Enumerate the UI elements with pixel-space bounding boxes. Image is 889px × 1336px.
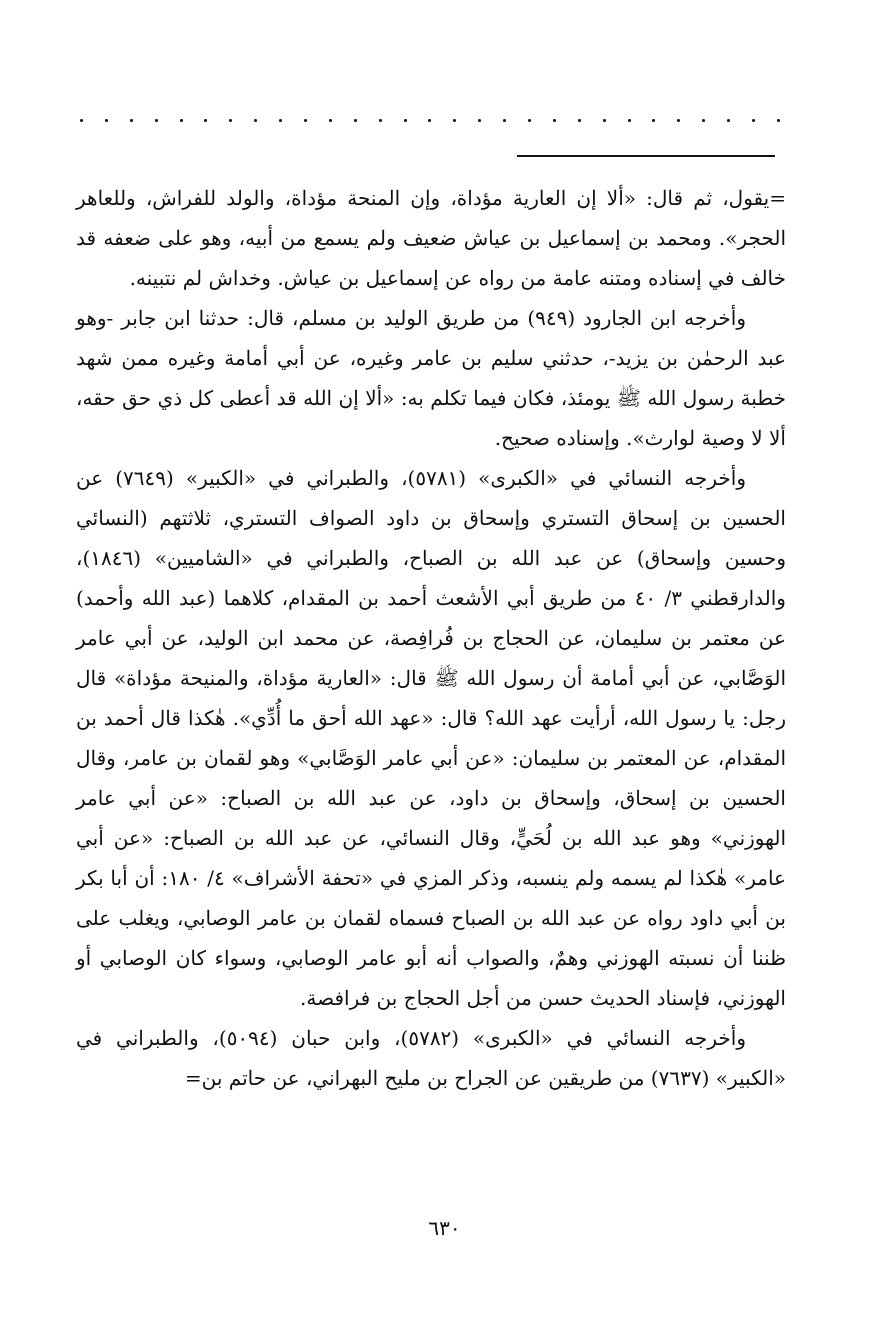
separator-dot <box>180 119 183 122</box>
separator-dot <box>105 119 108 122</box>
separator-dot <box>727 119 730 122</box>
separator-dot <box>628 119 631 122</box>
separator-dot <box>329 119 332 122</box>
separator-dot <box>254 119 257 122</box>
separator-dot <box>553 119 556 122</box>
dotted-separator <box>80 110 780 130</box>
paragraph-1: =يقول، ثم قال: «ألا إن العارية مؤداة، وإن المنحة مؤداة، والولد للفراش، وللعاهر الحجر». ومحمد بن إسماعيل بن عياش ضعيف ولم يسمع من أبيه، وهو على ضعفه قد خالف في إسناده ومتنه عامة من رواه عن إسماعيل بن عياش. وخداش لم نتبينه. <box>76 186 786 290</box>
separator-dot <box>155 119 158 122</box>
paragraph-2: وأخرجه ابن الجارود (٩٤٩) من طريق الوليد بن مسلم، قال: حدثنا ابن جابر -وهو عبد الرحمٰن بن يزيد-، حدثني سليم بن عامر وغيره، عن أبي أمامة وغيره ممن شهد خطبة رسول الله ﷺ يومئذ، فكان فيما تكلم به: «ألا إن الله قد أعطى كل ذي حق حقه، ألا لا وصية لوارث». وإسناده صحيح. <box>76 306 786 450</box>
separator-dot <box>528 119 531 122</box>
separator-dot <box>478 119 481 122</box>
separator-dot <box>702 119 705 122</box>
separator-dot <box>652 119 655 122</box>
separator-dot <box>304 119 307 122</box>
footnote-rule <box>517 155 775 157</box>
paragraph-3: وأخرجه النسائي في «الكبرى» (٥٧٨١)، والطبراني في «الكبير» (٧٦٤٩) عن الحسين بن إسحاق التستري وإسحاق بن داود الصواف التستري، ثلاثتهم (النسائي وحسين وإسحاق) عن عبد الله بن الصباح، والطبراني في «الشاميين» (١٨٤٦)، والدارقطني ٣/ ٤٠ من طريق أبي الأشعث أحمد بن المقدام، كلاهما (عبد الله وأحمد) عن معتمر بن سليمان، عن الحجاج بن فُرافِصة، عن محمد ابن الوليد، عن أبي عامر الوَصَّابي، عن أبي أمامة أن رسول الله ﷺ قال: «العارية مؤداة، والمنيحة مؤداة» قال رجل: يا رسول الله، أرأيت عهد الله؟ قال: «عهد الله أحق ما أُدِّي». هٰكذا قال أحمد بن المقدام، عن المعتمر بن سليمان: «عن أبي عامر الوَصَّابي» وهو لقمان بن عامر، وقال الحسين بن إسحاق، وإسحاق بن داود، عن عبد الله بن الصباح: «عن أبي عامر الهوزني» وهو عبد الله بن لُحَيٍّ، وقال النسائي، عن عبد الله بن الصباح: «عن أبي عامر» هٰكذا لم يسمه ولم ينسبه، وذكر المزي في «تحفة الأشراف» ٤/ ١٨٠: أن أبا بكر بن أبي داود رواه عن عبد الله بن الصباح فسماه لقمان بن عامر الوصابي، ويغلب على ظننا أن نسبته الهوزني وهمٌ، والصواب أنه أبو عامر الوصابي، وسواء كان الوصابي أو الهوزني، فإسناد الحديث حسن من أجل الحجاج بن فرافصة. <box>76 466 786 1010</box>
separator-dot <box>752 119 755 122</box>
separator-dot <box>130 119 133 122</box>
separator-dot <box>777 119 780 122</box>
separator-dot <box>404 119 407 122</box>
separator-dot <box>279 119 282 122</box>
separator-dot <box>453 119 456 122</box>
separator-dot <box>379 119 382 122</box>
paragraph-4: وأخرجه النسائي في «الكبرى» (٥٧٨٢)، وابن حبان (٥٠٩٤)، والطبراني في «الكبير» (٧٦٣٧) من طريقين عن الجراح بن مليح البهراني، عن حاتم بن= <box>76 1026 786 1090</box>
separator-dot <box>578 119 581 122</box>
separator-dot <box>204 119 207 122</box>
separator-dot <box>354 119 357 122</box>
separator-dot <box>603 119 606 122</box>
separator-dot <box>677 119 680 122</box>
page-number: ٦٣٠ <box>428 1216 461 1240</box>
separator-dot <box>80 119 83 122</box>
separator-dot <box>503 119 506 122</box>
separator-dot <box>229 119 232 122</box>
separator-dot <box>428 119 431 122</box>
footnote-text <box>76 178 786 1098</box>
